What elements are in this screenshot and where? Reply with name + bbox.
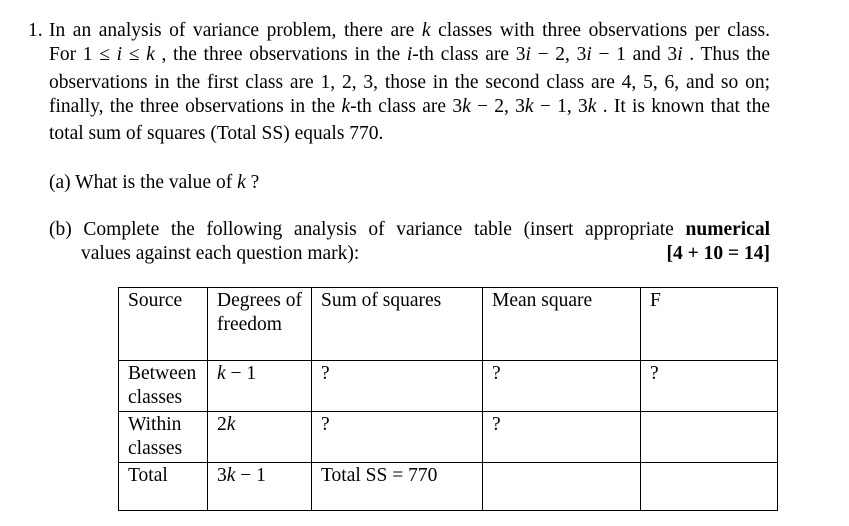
- table-header-row: [119, 288, 778, 361]
- header-degrees-of-freedom: Degrees of freedom: [208, 288, 312, 361]
- intro-line-4: finally, the three observations in the k-th class are 3k − 2, 3k − 1, 3k . It is known that the: [49, 96, 770, 117]
- question-number: 1.: [28, 20, 43, 41]
- table-row: [119, 361, 778, 412]
- table-row: [119, 412, 778, 463]
- cell-source: Within classes: [119, 412, 208, 463]
- cell-ss: ?: [312, 412, 483, 463]
- intro-line-2: For 1 ≤ i ≤ k , the three observations in the i-th class are 3i − 2, 3i − 1 and 3i . Thus the: [49, 44, 771, 65]
- cell-df: k − 1: [208, 361, 312, 412]
- part-b-bold-word: numerical: [685, 219, 770, 240]
- header-f: F: [641, 288, 778, 361]
- header-source: Source: [119, 288, 208, 361]
- cell-f: [641, 463, 778, 511]
- cell-ss: Total SS = 770: [312, 463, 483, 511]
- part-b-line-1-start: (b) Complete the following analysis of variance table (insert appropriate: [49, 219, 674, 240]
- part-a-text: (a) What is the value of k ?: [49, 172, 260, 193]
- cell-ms: [483, 463, 641, 511]
- header-mean-square: Mean square: [483, 288, 641, 361]
- intro-line-3: observations in the first class are 1, 2, 3, those in the second class are 4, 5, 6, and so on;: [49, 72, 770, 93]
- cell-df: 3k − 1: [208, 463, 312, 511]
- cell-ms: ?: [483, 361, 641, 412]
- intro-line-1: In an analysis of variance problem, there are k classes with three observations per class.: [49, 20, 770, 41]
- marks-label: [4 + 10 = 14]: [666, 243, 770, 264]
- cell-f: ?: [641, 361, 778, 412]
- anova-table: [118, 287, 778, 511]
- cell-source: Total: [119, 463, 208, 511]
- table-row: [119, 463, 778, 511]
- intro-line-5: total sum of squares (Total SS) equals 770.: [49, 123, 384, 144]
- cell-source: Between classes: [119, 361, 208, 412]
- header-sum-of-squares: Sum of squares: [312, 288, 483, 361]
- cell-df: 2k: [208, 412, 312, 463]
- cell-ms: ?: [483, 412, 641, 463]
- part-b-line-1: [49, 218, 770, 242]
- cell-f: [641, 412, 778, 463]
- part-b-line-2: values against each question mark):: [81, 243, 360, 264]
- cell-ss: ?: [312, 361, 483, 412]
- part-b-line-2-wrap: [81, 242, 770, 266]
